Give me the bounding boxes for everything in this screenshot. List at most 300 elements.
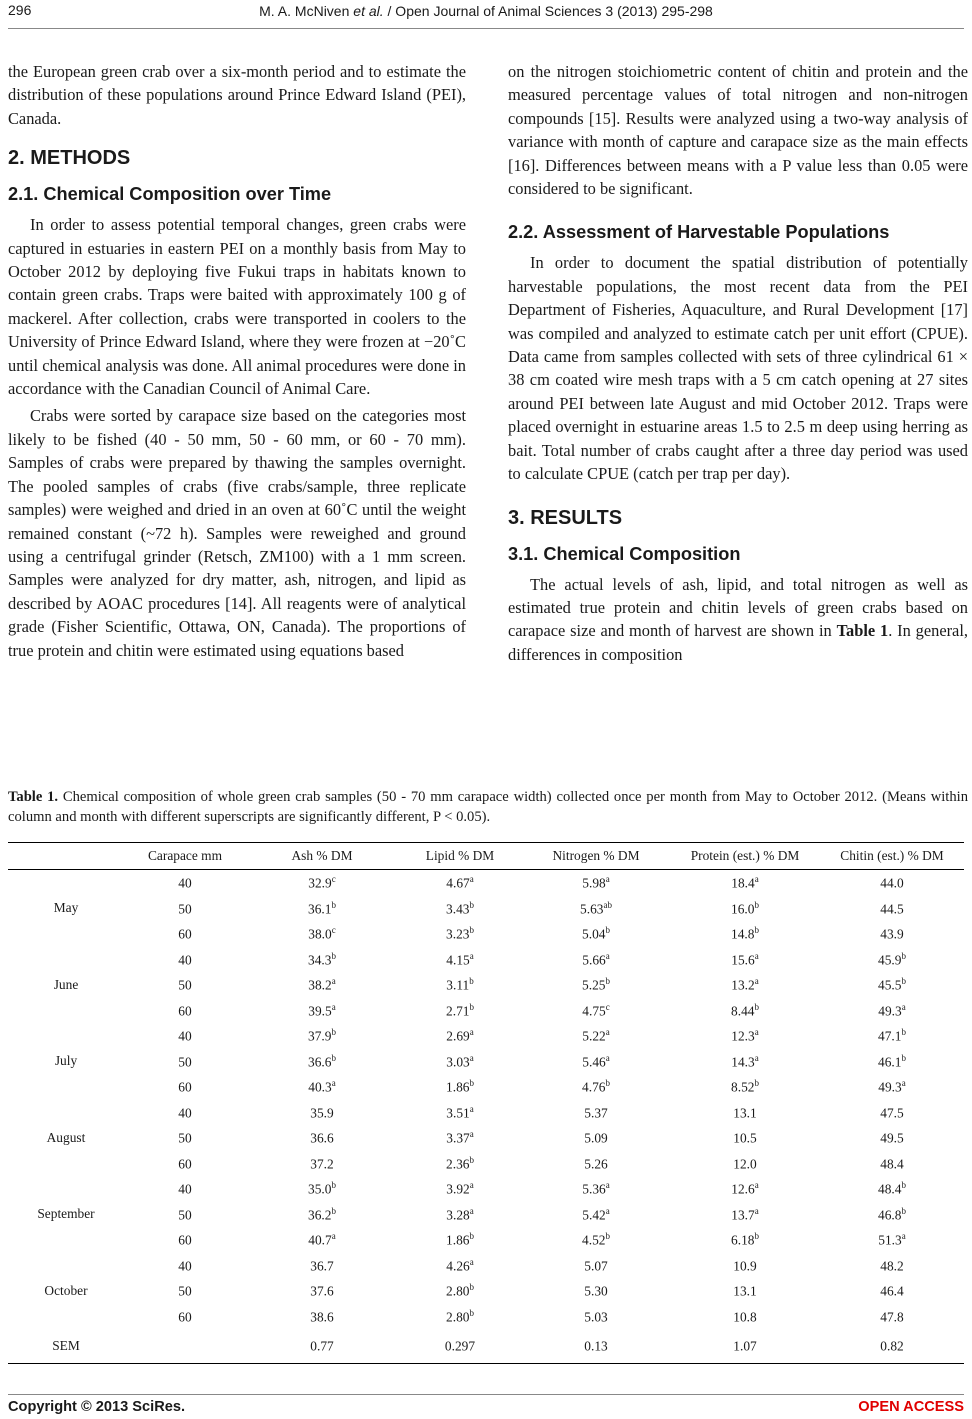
table-cell xyxy=(124,921,246,947)
significance-superscript: b xyxy=(605,925,610,936)
table-cell xyxy=(522,896,670,922)
table-cell xyxy=(124,1176,246,1202)
cell-value: 5.04 xyxy=(582,926,606,942)
left-column xyxy=(8,60,466,662)
cell-value: 36.6 xyxy=(310,1130,334,1146)
cell-value: 13.1 xyxy=(733,1104,757,1120)
running-head-et-al: et al. xyxy=(353,3,384,19)
cell-value: 40 xyxy=(178,1104,192,1120)
cell-value: 1.86 xyxy=(446,1232,470,1248)
table-cell xyxy=(820,896,964,922)
cell-value: 60 xyxy=(178,1155,192,1171)
table-row xyxy=(8,1278,964,1304)
cell-value: 47.8 xyxy=(880,1308,904,1324)
cell-value: 12.6 xyxy=(731,1181,755,1197)
table-cell xyxy=(522,1049,670,1075)
cell-value: 45.9 xyxy=(878,951,902,967)
table-row xyxy=(8,1151,964,1177)
significance-superscript: a xyxy=(605,1180,610,1191)
table-cell xyxy=(670,1329,820,1364)
cell-value: 35.9 xyxy=(310,1104,334,1120)
cell-value: 0.77 xyxy=(310,1338,334,1354)
cell-value: 60 xyxy=(178,1308,192,1324)
month-cell xyxy=(8,921,124,947)
cell-value: 50 xyxy=(178,1130,192,1146)
significance-superscript: b xyxy=(754,1078,759,1089)
table-cell xyxy=(522,1227,670,1253)
significance-superscript: b xyxy=(331,950,336,961)
cell-value: 40.3 xyxy=(308,1079,332,1095)
right-column xyxy=(508,60,968,666)
significance-superscript: b xyxy=(901,1205,906,1216)
cell-value: 12.3 xyxy=(731,1028,755,1044)
header-rule xyxy=(8,28,964,29)
cell-value: 13.1 xyxy=(733,1283,757,1299)
table-header-cell xyxy=(8,843,124,870)
table-row xyxy=(8,1023,964,1049)
significance-superscript: a xyxy=(605,950,610,961)
cell-value: 46.4 xyxy=(880,1283,904,1299)
cell-value: 3.23 xyxy=(446,926,470,942)
cell-value: 60 xyxy=(178,1079,192,1095)
significance-superscript: a xyxy=(331,976,336,987)
month-cell xyxy=(8,1023,124,1049)
cell-value: 5.03 xyxy=(584,1308,608,1324)
table-row xyxy=(8,1125,964,1151)
table-cell xyxy=(246,998,398,1024)
significance-superscript: a xyxy=(469,1027,474,1038)
table-row xyxy=(8,1253,964,1279)
table-cell xyxy=(522,1278,670,1304)
significance-superscript: b xyxy=(901,1052,906,1063)
cell-value: 5.25 xyxy=(582,977,606,993)
cell-value: 18.4 xyxy=(731,875,755,891)
table-cell xyxy=(522,1125,670,1151)
composition-table xyxy=(8,842,964,1364)
significance-superscript: b xyxy=(469,1231,474,1242)
table-cell xyxy=(398,1253,522,1279)
table-reference: Table 1 xyxy=(836,621,889,641)
running-head-journal: / Open Journal of Animal Sciences 3 (2013) 295-298 xyxy=(383,3,713,19)
cell-value: 36.7 xyxy=(310,1257,334,1273)
cell-value: 40 xyxy=(178,1181,192,1197)
month-cell: August xyxy=(46,1129,86,1145)
cell-value: 1.86 xyxy=(446,1079,470,1095)
table-body xyxy=(8,870,964,1364)
table-cell xyxy=(124,998,246,1024)
subsection-heading-chemical-composition: 3.1. Chemical Composition xyxy=(508,543,741,564)
cell-value: 0.297 xyxy=(444,1338,476,1354)
cell-value: 5.07 xyxy=(584,1257,608,1273)
cell-value: 50 xyxy=(178,1283,192,1299)
cell-value: 15.6 xyxy=(731,951,755,967)
significance-superscript: b xyxy=(469,1078,474,1089)
table-cell xyxy=(246,1125,398,1151)
significance-superscript: a xyxy=(469,1052,474,1063)
table-cell xyxy=(398,1304,522,1330)
significance-superscript: b xyxy=(754,1231,759,1242)
cell-value: 10.9 xyxy=(733,1257,757,1273)
cell-value: 4.76 xyxy=(582,1079,606,1095)
month-cell: May xyxy=(53,900,79,916)
subsection-heading-harvestable-populations: 2.2. Assessment of Harvestable Populations xyxy=(508,222,890,243)
cell-value: 4.26 xyxy=(446,1257,470,1273)
cell-value: 6.18 xyxy=(731,1232,755,1248)
cell-value: 3.43 xyxy=(446,900,470,916)
significance-superscript: a xyxy=(469,1205,474,1216)
table-caption-label: Table 1. xyxy=(8,789,59,805)
month-cell: October xyxy=(44,1282,88,1298)
significance-superscript: a xyxy=(605,1205,610,1216)
significance-superscript: b xyxy=(754,899,759,910)
table-cell xyxy=(820,1176,964,1202)
cell-value: 3.28 xyxy=(446,1206,470,1222)
table-cell xyxy=(820,1023,964,1049)
table-cell xyxy=(246,972,398,998)
significance-superscript: a xyxy=(469,874,474,885)
cell-value: 4.15 xyxy=(446,951,470,967)
table-cell xyxy=(670,1023,820,1049)
significance-superscript: a xyxy=(469,1180,474,1191)
open-access-label: OPEN ACCESS xyxy=(858,1399,964,1415)
cell-value: 35.0 xyxy=(308,1181,332,1197)
table-cell xyxy=(670,972,820,998)
significance-superscript: b xyxy=(901,976,906,987)
table-cell xyxy=(124,947,246,973)
cell-value: 40 xyxy=(178,1028,192,1044)
cell-value: 8.52 xyxy=(731,1079,755,1095)
table-cell xyxy=(522,1100,670,1126)
table-header-cell: Chitin (est.) % DM xyxy=(820,843,964,870)
cell-value: 0.13 xyxy=(584,1338,608,1354)
table-cell xyxy=(820,998,964,1024)
month-cell xyxy=(8,998,124,1024)
cell-value: 47.1 xyxy=(878,1028,902,1044)
table-row xyxy=(8,1049,964,1075)
cell-value: 3.11 xyxy=(446,977,470,993)
table-cell xyxy=(670,1253,820,1279)
month-cell: June xyxy=(53,976,79,992)
table-cell xyxy=(124,1329,246,1364)
table-cell xyxy=(670,1151,820,1177)
significance-superscript: a xyxy=(754,1180,759,1191)
table-cell xyxy=(522,1176,670,1202)
table-cell xyxy=(246,1278,398,1304)
table-cell xyxy=(398,1278,522,1304)
cell-value: 50 xyxy=(178,1053,192,1069)
cell-value: 0.82 xyxy=(880,1338,904,1354)
table-cell xyxy=(820,1100,964,1126)
cell-value: 2.36 xyxy=(446,1155,470,1171)
table-cell xyxy=(522,921,670,947)
cell-value: 4.75 xyxy=(582,1002,606,1018)
significance-superscript: b xyxy=(754,1001,759,1012)
cell-value: 46.1 xyxy=(878,1053,902,1069)
significance-superscript: b xyxy=(331,899,336,910)
significance-superscript: b xyxy=(901,1180,906,1191)
running-head xyxy=(0,3,972,19)
significance-superscript: b xyxy=(469,1001,474,1012)
significance-superscript: a xyxy=(605,1027,610,1038)
table-cell xyxy=(246,1227,398,1253)
table-cell xyxy=(124,1100,246,1126)
cell-value: 34.3 xyxy=(308,951,332,967)
significance-superscript: a xyxy=(754,976,759,987)
cell-value: 14.8 xyxy=(731,926,755,942)
table-cell xyxy=(124,972,246,998)
table-header-cell: Lipid % DM xyxy=(398,843,522,870)
cell-value: 38.6 xyxy=(310,1308,334,1324)
cell-value: 10.8 xyxy=(733,1308,757,1324)
cell-value: 37.6 xyxy=(310,1283,334,1299)
cell-value: 51.3 xyxy=(878,1232,902,1248)
table-row xyxy=(8,972,964,998)
cell-value: 46.8 xyxy=(878,1206,902,1222)
month-cell xyxy=(8,947,124,973)
cell-value: 5.26 xyxy=(584,1155,608,1171)
table-cell xyxy=(522,947,670,973)
month-cell xyxy=(8,870,124,896)
cell-value: 40 xyxy=(178,1257,192,1273)
cell-value: 5.36 xyxy=(582,1181,606,1197)
cell-value: 44.0 xyxy=(880,875,904,891)
table-cell xyxy=(246,896,398,922)
table-cell xyxy=(522,1329,670,1364)
results-paragraph-1 xyxy=(508,573,968,667)
methods-paragraph-1: In order to assess potential temporal changes, green crabs were captured in estuaries in eastern PEI on a monthly basis from May to October 2012 by deploying five Fukui traps in habitats known to contain green crabs. Traps were baited with approximately 100 g of mackerel. After collection, crabs were transported in coolers to the University of Prince Edward Island, where they were frozen at −20˚C until chemical analysis was done. All animal procedures were done in accordance with the Canadian Council of Animal Care. xyxy=(8,215,466,399)
cell-value: 3.51 xyxy=(446,1104,470,1120)
table-cell xyxy=(670,947,820,973)
table-row xyxy=(8,921,964,947)
significance-superscript: b xyxy=(605,1078,610,1089)
significance-superscript: a xyxy=(331,1078,336,1089)
table-cell xyxy=(124,1278,246,1304)
month-cell: SEM xyxy=(8,1329,124,1364)
cell-value: 5.42 xyxy=(582,1206,606,1222)
cell-value: 50 xyxy=(178,900,192,916)
table-cell xyxy=(246,1100,398,1126)
cell-value: 38.0 xyxy=(308,926,332,942)
running-head-authors: M. A. McNiven xyxy=(259,3,354,19)
table-cell xyxy=(522,972,670,998)
significance-superscript: c xyxy=(331,925,336,936)
table-cell xyxy=(670,1049,820,1075)
cell-value: 47.5 xyxy=(880,1104,904,1120)
table-caption xyxy=(8,787,968,827)
table-row xyxy=(8,870,964,896)
cell-value: 48.4 xyxy=(878,1181,902,1197)
cell-value: 44.5 xyxy=(880,900,904,916)
significance-superscript: b xyxy=(901,950,906,961)
cell-value: 13.7 xyxy=(731,1206,755,1222)
results-text-start: The actual levels of ash, lipid, and total nitrogen as well as estimated true protein and chitin levels of green crabs based on carapace size and month of harvest are shown in xyxy=(508,574,968,641)
results-text-end: . In general, differences in composition xyxy=(508,621,968,664)
table-cell xyxy=(820,1151,964,1177)
significance-superscript: b xyxy=(469,1154,474,1165)
table-cell xyxy=(398,998,522,1024)
cell-value: 40 xyxy=(178,875,192,891)
subsection-heading-chemical-composition-over-time: 2.1. Chemical Composition over Time xyxy=(8,184,332,205)
table-row xyxy=(8,1227,964,1253)
month-cell xyxy=(8,1253,124,1279)
cell-value: 5.63 xyxy=(580,900,604,916)
table-cell xyxy=(820,1304,964,1330)
significance-superscript: a xyxy=(469,1129,474,1140)
table-row xyxy=(8,1202,964,1228)
cell-value: 32.9 xyxy=(308,875,332,891)
significance-superscript: a xyxy=(901,1078,906,1089)
significance-superscript: a xyxy=(901,1231,906,1242)
cell-value: 38.2 xyxy=(308,977,332,993)
table-cell xyxy=(246,921,398,947)
cell-value: 3.92 xyxy=(446,1181,470,1197)
table-cell xyxy=(670,1100,820,1126)
cell-value: 50 xyxy=(178,1206,192,1222)
methods-paragraph-3: on the nitrogen stoichiometric content of chitin and protein and the measured percentage values of total nitrogen and non-nitrogen compounds [15]. Results were analyzed using a two-way analysis of variance with month of capture and carapace size as the main effects [16]. Differences between means with a P value less than 0.05 were considered to be significant. xyxy=(508,62,968,199)
table-cell xyxy=(124,1151,246,1177)
table-cell xyxy=(820,947,964,973)
cell-value: 60 xyxy=(178,1002,192,1018)
cell-value: 5.22 xyxy=(582,1028,606,1044)
significance-superscript: c xyxy=(605,1001,610,1012)
cell-value: 5.46 xyxy=(582,1053,606,1069)
table-row xyxy=(8,998,964,1024)
cell-value: 5.66 xyxy=(582,951,606,967)
cell-value: 2.71 xyxy=(446,1002,470,1018)
table-cell xyxy=(522,998,670,1024)
significance-superscript: a xyxy=(469,1103,474,1114)
cell-value: 14.3 xyxy=(731,1053,755,1069)
cell-value: 40 xyxy=(178,951,192,967)
table-cell xyxy=(398,947,522,973)
cell-value: 49.3 xyxy=(878,1079,902,1095)
table-cell xyxy=(246,1049,398,1075)
table-cell xyxy=(398,1074,522,1100)
month-cell: July xyxy=(54,1053,78,1069)
cell-value: 5.98 xyxy=(582,875,606,891)
table-cell xyxy=(522,870,670,896)
cell-value: 2.80 xyxy=(446,1283,470,1299)
table-cell xyxy=(246,1253,398,1279)
table-header-cell: Ash % DM xyxy=(246,843,398,870)
cell-value: 50 xyxy=(178,977,192,993)
significance-superscript: a xyxy=(331,1231,336,1242)
significance-superscript: a xyxy=(331,1001,336,1012)
table-cell xyxy=(820,1278,964,1304)
table-row xyxy=(8,1100,964,1126)
significance-superscript: b xyxy=(605,976,610,987)
table-cell xyxy=(670,870,820,896)
table-cell xyxy=(124,1227,246,1253)
cell-value: 13.2 xyxy=(731,977,755,993)
significance-superscript: b xyxy=(605,1231,610,1242)
page-header xyxy=(0,2,972,26)
section-heading-methods: 2. METHODS xyxy=(8,147,131,170)
cell-value: 5.30 xyxy=(584,1283,608,1299)
significance-superscript: b xyxy=(469,1282,474,1293)
month-cell xyxy=(8,1176,124,1202)
cell-value: 10.5 xyxy=(733,1130,757,1146)
cell-value: 37.2 xyxy=(310,1155,334,1171)
cell-value: 60 xyxy=(178,1232,192,1248)
cell-value: 5.09 xyxy=(584,1130,608,1146)
cell-value: 36.1 xyxy=(308,900,332,916)
table-cell xyxy=(820,870,964,896)
table-cell xyxy=(124,1125,246,1151)
cell-value: 48.4 xyxy=(880,1155,904,1171)
table-cell xyxy=(124,1049,246,1075)
month-cell xyxy=(8,1074,124,1100)
table-cell xyxy=(398,870,522,896)
table-cell xyxy=(398,1125,522,1151)
significance-superscript: b xyxy=(331,1052,336,1063)
table-cell xyxy=(820,1329,964,1364)
table-cell xyxy=(398,1100,522,1126)
cell-value: 12.0 xyxy=(733,1155,757,1171)
significance-superscript: a xyxy=(605,1052,610,1063)
table-cell xyxy=(246,870,398,896)
table-cell xyxy=(820,972,964,998)
cell-value: 49.3 xyxy=(878,1002,902,1018)
table-row xyxy=(8,1074,964,1100)
table-cell xyxy=(398,896,522,922)
section-heading-results: 3. RESULTS xyxy=(508,506,623,529)
table-cell xyxy=(820,1227,964,1253)
table-cell xyxy=(246,1023,398,1049)
table-cell xyxy=(398,1329,522,1364)
table-cell xyxy=(246,1176,398,1202)
cell-value: 1.07 xyxy=(733,1338,757,1354)
cell-value: 39.5 xyxy=(308,1002,332,1018)
cell-value: 5.37 xyxy=(584,1104,608,1120)
cell-value: 16.0 xyxy=(731,900,755,916)
significance-superscript: c xyxy=(331,874,336,885)
significance-superscript: a xyxy=(754,1027,759,1038)
significance-superscript: ab xyxy=(603,899,612,910)
table-cell xyxy=(670,1074,820,1100)
methods-paragraph-4: In order to document the spatial distribution of potentially harvestable populations, the most recent data from the PEI Department of Fisheries, Aquaculture, and Rural Development [17] was compiled and analyzed to estimate catch per unit effort (CPUE). Data came from samples collected with sets of three cylindrical 61 × 38 cm coated wire mesh traps with a 5 cm catch opening at 27 sites around PEI between late August and mid October 2012. Traps were placed overnight in estuarine areas 1.5 to 2.5 m deep using herring as bait. Total number of crabs caught after a three day period was used to calculate CPUE (catch per trap per day). xyxy=(508,253,968,484)
cell-value: 43.9 xyxy=(880,926,904,942)
cell-value: 40.7 xyxy=(308,1232,332,1248)
table-cell xyxy=(398,921,522,947)
cell-value: 2.80 xyxy=(446,1308,470,1324)
month-cell xyxy=(8,1151,124,1177)
table-cell xyxy=(124,896,246,922)
significance-superscript: b xyxy=(754,925,759,936)
table-cell xyxy=(398,972,522,998)
table-row xyxy=(8,1304,964,1330)
table-cell xyxy=(246,1329,398,1364)
table-header-cell: Protein (est.) % DM xyxy=(670,843,820,870)
table-cell xyxy=(670,896,820,922)
cell-value: 36.6 xyxy=(308,1053,332,1069)
table-cell xyxy=(670,1125,820,1151)
table-row xyxy=(8,1176,964,1202)
table-cell xyxy=(670,1278,820,1304)
significance-superscript: b xyxy=(469,899,474,910)
table-cell xyxy=(670,998,820,1024)
table-cell xyxy=(398,1151,522,1177)
table-cell xyxy=(124,1304,246,1330)
significance-superscript: a xyxy=(469,950,474,961)
cell-value: 49.5 xyxy=(880,1130,904,1146)
significance-superscript: b xyxy=(469,1307,474,1318)
significance-superscript: a xyxy=(901,1001,906,1012)
page-number: 296 xyxy=(8,2,32,18)
table-cell xyxy=(246,1151,398,1177)
month-cell xyxy=(8,1304,124,1330)
table-cell xyxy=(522,1151,670,1177)
